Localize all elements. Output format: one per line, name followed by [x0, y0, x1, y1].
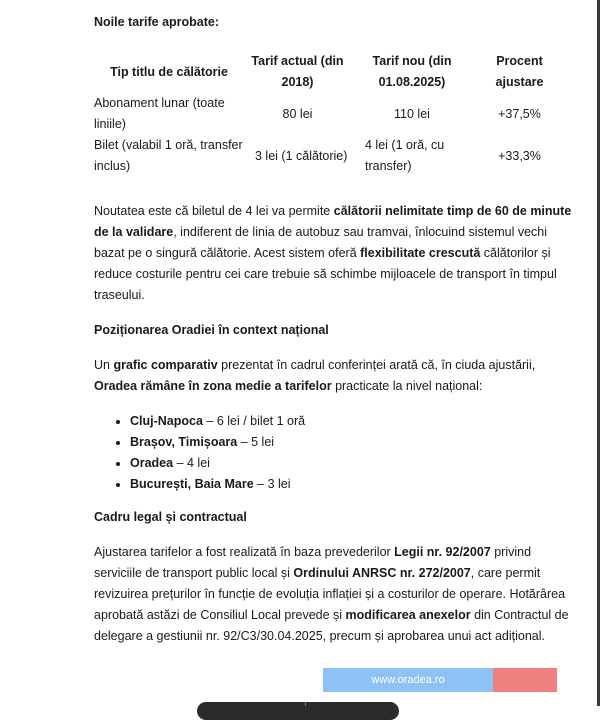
validity-paragraph — [94, 201, 572, 306]
text-run: privind serviciile de transport public local și — [94, 545, 532, 580]
tariffs-heading: Noile tarife aprobate: — [94, 15, 220, 29]
cell-current: 3 lei (1 călătorie) — [255, 148, 348, 163]
text-run: prezentat în cadrul conferinței arată că, în ciuda ajustării, — [217, 358, 536, 372]
text-run: din Contractul de delegare a gestiunii nr. 92/C3/30.04.2025, precum și aprobarea unui act adițional. — [94, 608, 569, 643]
bold-run: flexibilitate crescută — [360, 246, 481, 260]
footer-banner — [323, 668, 557, 692]
col-header-type: Tip titlu de călătorie — [110, 64, 228, 79]
toolbar-divider — [305, 702, 306, 706]
list-item — [130, 453, 572, 474]
legal-heading: Cadru legal și contractual — [94, 510, 247, 524]
cell-type: Bilet (valabil 1 oră, transfer inclus) — [94, 138, 243, 173]
col-header-percent: Procent ajustare — [495, 54, 544, 89]
bold-run: călătorii nelimitate timp de 60 de minute de la validare — [94, 204, 572, 239]
cell-current: 80 lei — [282, 106, 313, 121]
city-price: – 6 lei / bilet 1 oră — [202, 414, 306, 428]
col-header-new: Tarif nou (din 01.08.2025) — [372, 54, 452, 89]
city-name: Oradea — [130, 456, 174, 470]
text-run: practicate la nivel național: — [331, 379, 483, 393]
positioning-paragraph — [94, 355, 572, 397]
col-header-current: Tarif actual (din 2018) — [251, 54, 344, 89]
bottom-floating-toolbar[interactable] — [197, 702, 399, 720]
footer-site-link[interactable]: www.oradea.ro — [323, 668, 493, 692]
bold-run: Ordinului ANRSC nr. 272/2007 — [293, 566, 471, 580]
legal-paragraph — [94, 542, 572, 647]
cell-new: 110 lei — [394, 106, 430, 121]
text-run: , care permit revizuirea prețurilor în funcție de evoluția inflației și a costurilor de operare. Hotărârea aprobată astăzi de Consiliul Local prevede și — [94, 566, 566, 622]
list-item — [130, 474, 572, 495]
cell-type: Abonament lunar (toate liniile) — [94, 96, 225, 131]
article-body — [94, 12, 572, 647]
city-name: București, Baia Mare — [130, 477, 254, 491]
footer-accent-block — [493, 668, 557, 692]
table-header-row — [94, 51, 566, 93]
cell-percent: +33,3% — [498, 148, 541, 163]
tariffs-table — [94, 51, 566, 177]
positioning-heading: Poziționarea Oradiei în context național — [94, 323, 329, 337]
text-run: Ajustarea tarifelor a fost realizată în baza prevederilor — [94, 545, 395, 559]
text-run: călătorilor și reduce costurile pentru cei care trebuie să schimbe mijloacele de transport în timpul traseului. — [94, 246, 557, 302]
table-row — [94, 93, 566, 135]
city-price: – 3 lei — [253, 477, 291, 491]
cell-percent: +37,5% — [498, 106, 541, 121]
table-row — [94, 135, 566, 177]
bold-run: Oradea rămâne în zona medie a tarifelor — [94, 379, 332, 393]
city-name: Cluj-Napoca — [130, 414, 203, 428]
text-run: Noutatea este că biletul de 4 lei va permite — [94, 204, 334, 218]
list-item — [130, 432, 572, 453]
bold-run: grafic comparativ — [113, 358, 218, 372]
text-run: Un — [94, 358, 114, 372]
city-name: Brașov, Timișoara — [130, 435, 238, 449]
city-price: – 4 lei — [173, 456, 210, 470]
text-run: , indiferent de linia de autobuz sau tramvai, înlocuind sistemul vechi bazat pe o singură călătorie. Acest sistem oferă — [94, 225, 548, 260]
cell-new: 4 lei (1 oră, cu transfer) — [365, 138, 445, 173]
city-price: – 5 lei — [237, 435, 275, 449]
bold-run: Legii nr. 92/2007 — [394, 545, 491, 559]
city-price-list — [94, 411, 572, 495]
list-item — [130, 411, 572, 432]
bold-run: modificarea anexelor — [345, 608, 471, 622]
